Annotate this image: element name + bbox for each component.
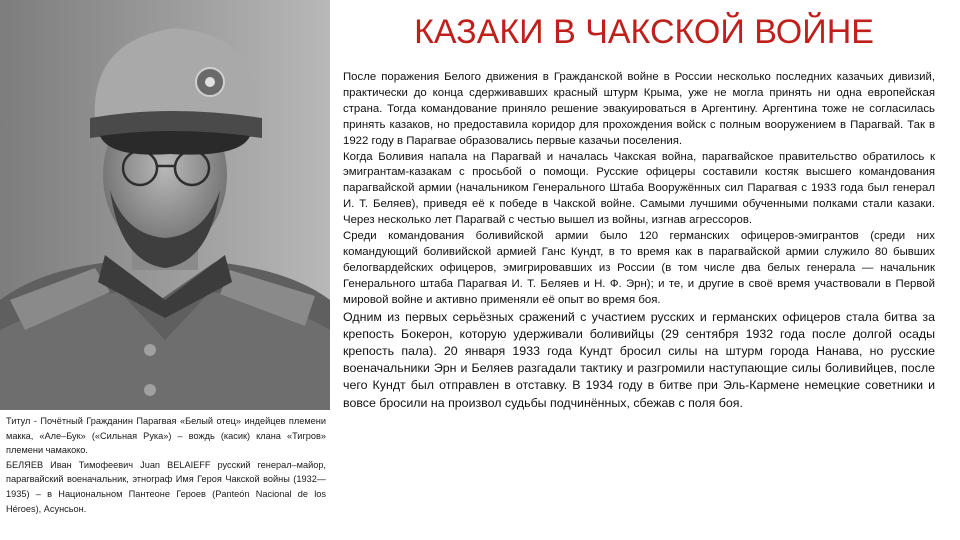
- photo-caption: [6, 414, 326, 516]
- caption-line-title: Титул - Почётный Гражданин Парагвая «Белый отец» индейцев племени макка, «Але–Бук» («Сильная Рука») – вождь (касик) клана «Тигров» племени чамакоко.: [6, 416, 326, 456]
- paragraph-3: Среди командования боливийской армии было 120 германских офицеров-эмигрантов (среди них командующий боливийской армией Ганс Кундт, в то время как в парагвайской армии служило 80 бывших белогвардейских офицеров, эмигрировавших из России (в том числе два белых генерала — начальник Генерального штаба Парагвая И. Т. Беляев и Н. Ф. Эрн); и те, и другие в своё время участвовали в Первой мировой войне и активно применяли её опыт во время боя.: [343, 230, 935, 306]
- paragraph-4: Одним из первых серьёзных сражений с участием русских и германских офицеров стала битва за крепость Бокерон, которую удерживали боливийцы (29 сентября 1932 года после долгой осады крепость пала). 20 января 1933 года Кундт бросил силы на штурм города Нанава, но русские военачальники Эрн и Беляев разгадали тактику и разгромили наступающие силы боливийцев, после чего Кундт был отправлен в отставку. В 1934 году в битве при Эль-Кармене немецкие советники и вовсе бросили на произвол судьбы подчинённых, сбежав с поля боя.: [343, 309, 935, 410]
- paragraph-2: Когда Боливия напала на Парагвай и началась Чакская война, парагвайское правительство обратилось к эмигрантам-казакам с просьбой о помощи. Русские офицеры составили костяк высшего командования парагвайской армии (начальником Генерального Штаба Вооружённых сил Парагвая с 1933 года был генерал И. Т. Беляев), приведя её к победе в Чакской войне. Самыми лучшими обученными полками стали казаки. Через несколько лет Парагвай с честью вышел из войны, изгнав агрессоров.: [343, 150, 935, 227]
- paragraph-1: После поражения Белого движения в Гражданской войне в России несколько последних казачьих дивизий, практически до конца сдерживавших красный штурм Крыма, уже не могла принять ни одна европейская страна. Тогда командование приняло решение эвакуироваться в Аргентину. Аргентина тоже не согласилась принять казаков, но предоставила коридор для прохождения войск с полным вооружением в Парагвай. Так в 1922 году в Парагвае образовались первые казачьи поселения.: [343, 71, 935, 147]
- page-title: КАЗАКИ В ЧАКСКОЙ ВОЙНЕ: [414, 13, 874, 51]
- article-body: [343, 70, 935, 412]
- caption-line-name: БЕЛЯЕВ Иван Тимофеевич Juan BELAIEFF русский генерал–майор, парагвайский военачальник, этнограф Имя Героя Чакской войны (1932—1935) – в Национальном Пантеоне Героев (Panteón Nacional de los Héroes), Асунсьон.: [6, 459, 326, 514]
- portrait-photo: [0, 0, 330, 410]
